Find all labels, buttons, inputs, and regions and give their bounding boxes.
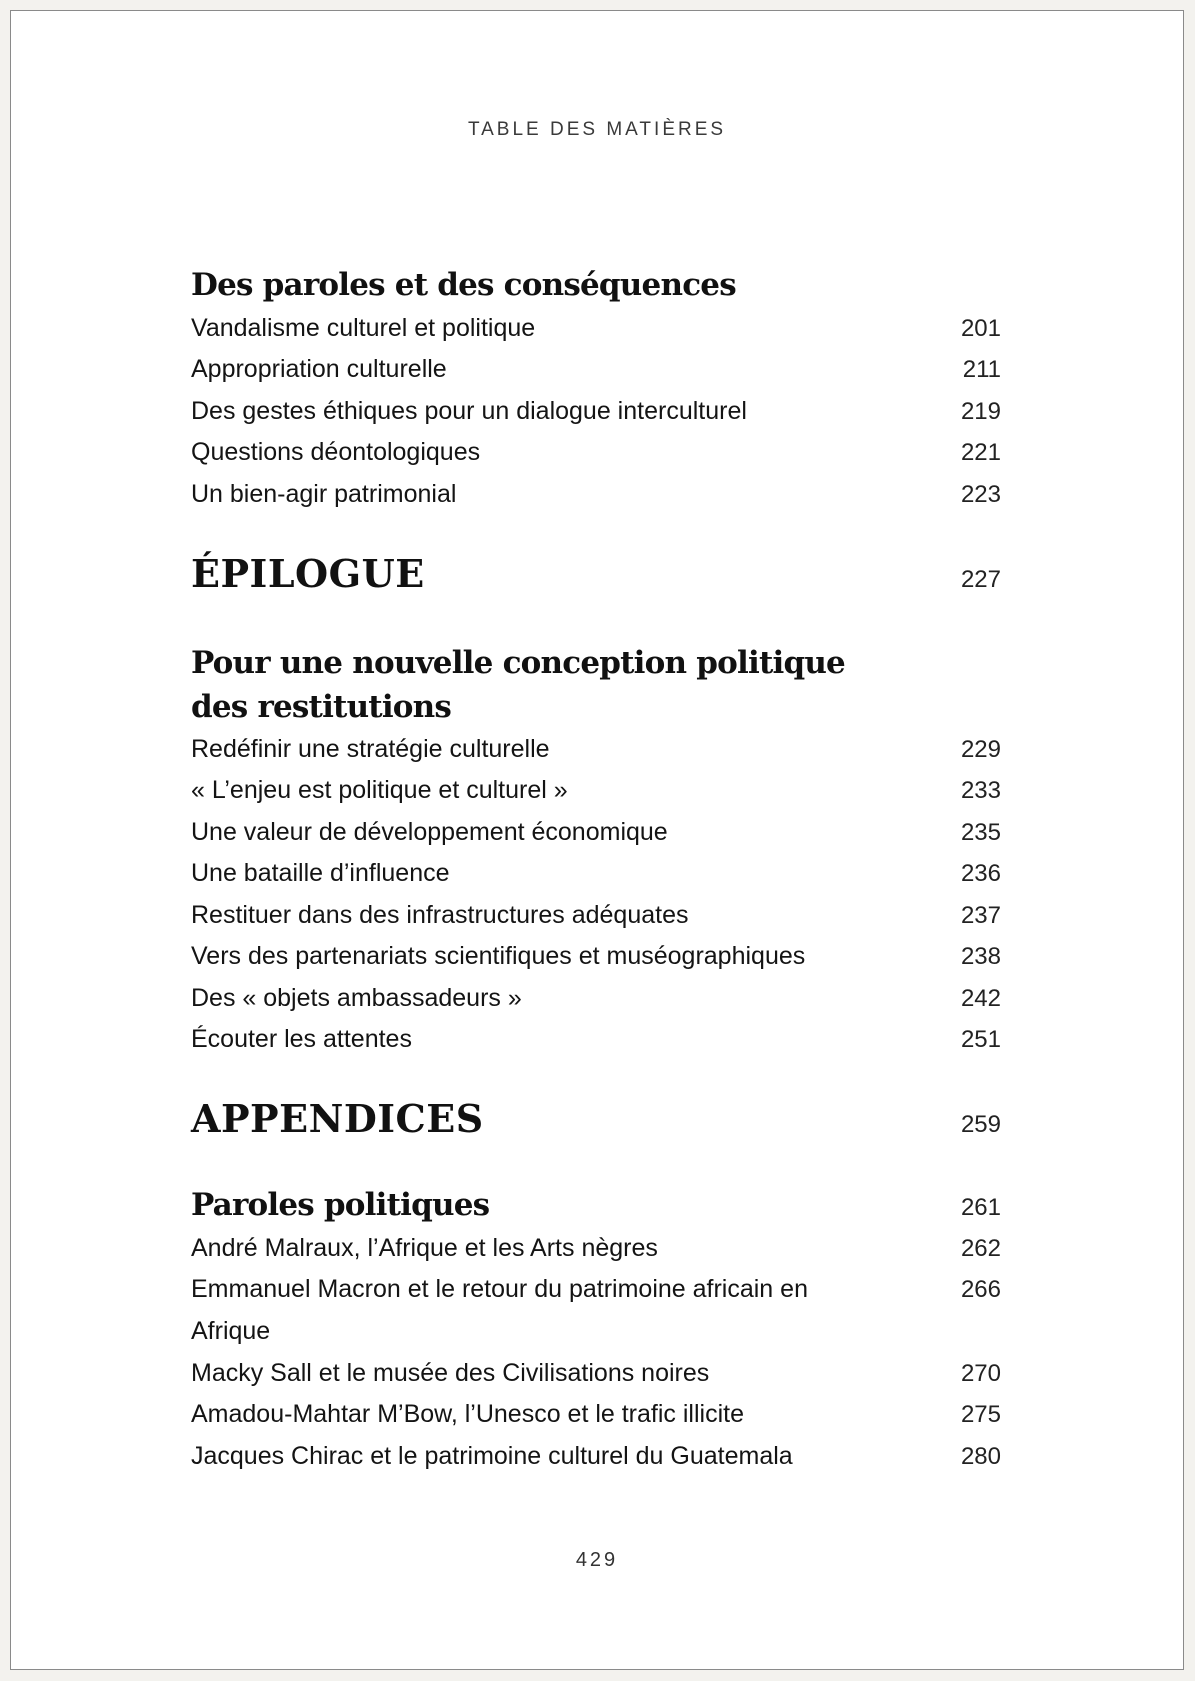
toc-entry-title: Macky Sall et le musée des Civilisations noires [191, 1359, 710, 1387]
toc-subheading-title: Des paroles et des conséquences [191, 267, 736, 303]
toc-entry-title: Vandalisme culturel et politique [191, 314, 536, 342]
toc-entry [191, 729, 1001, 771]
toc-subheading-title: Pour une nouvelle conception politique des restitutions [191, 645, 845, 725]
toc-entry [191, 349, 1001, 391]
toc-page-number: 280 [960, 1443, 1001, 1470]
toc-entry-title: Emmanuel Macron et le retour du patrimoine africain en Afrique [191, 1275, 808, 1345]
toc-page-number: 242 [960, 985, 1001, 1012]
toc-page-number: 211 [962, 356, 1001, 383]
toc-page-number: 237 [960, 902, 1001, 929]
toc-entry [191, 895, 1001, 937]
toc-page-number: 223 [960, 481, 1001, 508]
toc-page-number: 219 [960, 398, 1001, 425]
toc-entry-title: Des « objets ambassadeurs » [191, 984, 522, 1012]
toc-entry [191, 812, 1001, 854]
toc-entry-title: Un bien-agir patrimonial [191, 480, 457, 508]
toc-entry-title: Jacques Chirac et le patrimoine culturel du Guatemala [191, 1442, 793, 1470]
toc-subheading-title: Paroles politiques [191, 1187, 490, 1223]
toc-page-number: 262 [960, 1235, 1001, 1262]
toc-page-number: 266 [960, 1276, 1001, 1303]
toc-entry-title: Redéfinir une stratégie culturelle [191, 735, 550, 763]
toc-page-number: 275 [960, 1401, 1001, 1428]
toc-entry-title: « L’enjeu est politique et culturel » [191, 776, 568, 804]
toc-entry-title: Écouter les attentes [191, 1025, 412, 1053]
toc-page-number: 238 [960, 943, 1001, 970]
toc-entry [191, 1394, 1001, 1436]
toc-page-number: 259 [960, 1111, 1001, 1138]
toc-entry-title: Des gestes éthiques pour un dialogue interculturel [191, 397, 747, 425]
toc-page-number: 227 [960, 566, 1001, 593]
toc-entry-title: Questions déontologiques [191, 438, 481, 466]
toc-subheading [191, 1183, 1001, 1227]
toc-entry-title: Appropriation culturelle [191, 355, 447, 383]
toc-entry [191, 1353, 1001, 1395]
toc-part-heading [191, 551, 1001, 596]
toc-page-number: 235 [960, 819, 1001, 846]
toc-page-number: 261 [960, 1194, 1001, 1221]
toc-entry [191, 391, 1001, 433]
toc-part-title: ÉPILOGUE [191, 551, 425, 596]
toc-entry [191, 432, 1001, 474]
toc-part-title: APPENDICES [191, 1096, 484, 1141]
toc-entry [191, 853, 1001, 895]
toc-page-number: 233 [960, 777, 1001, 804]
toc-entry [191, 308, 1001, 350]
book-page [10, 10, 1184, 1670]
toc-page-number: 236 [960, 860, 1001, 887]
toc-entry [191, 474, 1001, 516]
toc-entry-title: Amadou-Mahtar M’Bow, l’Unesco et le trafic illicite [191, 1400, 744, 1428]
toc-entry [191, 1269, 1001, 1352]
running-head: TABLE DES MATIÈRES [467, 119, 727, 140]
toc-entry [191, 978, 1001, 1020]
toc-subheading [191, 263, 1001, 307]
toc-page-number: 251 [960, 1026, 1001, 1053]
toc-entry-title: Restituer dans des infrastructures adéquates [191, 901, 689, 929]
toc-page-number: 270 [960, 1360, 1001, 1387]
toc-entry [191, 1019, 1001, 1061]
toc-entry-title: Vers des partenariats scientifiques et muséographiques [191, 942, 806, 970]
toc-page-number: 221 [960, 439, 1001, 466]
toc-subheading [191, 641, 1001, 729]
toc-entry [191, 770, 1001, 812]
page-number: 429 [575, 1549, 619, 1571]
toc-entry [191, 1228, 1001, 1270]
toc-page-number: 201 [960, 315, 1001, 342]
toc-entry-title: André Malraux, l’Afrique et les Arts nègres [191, 1234, 658, 1262]
toc-entry-title: Une valeur de développement économique [191, 818, 668, 846]
toc-entry [191, 1436, 1001, 1478]
toc-page-number: 229 [960, 736, 1001, 763]
toc-entry-title: Une bataille d’influence [191, 859, 450, 887]
toc-part-heading [191, 1096, 1001, 1141]
toc-entry [191, 936, 1001, 978]
